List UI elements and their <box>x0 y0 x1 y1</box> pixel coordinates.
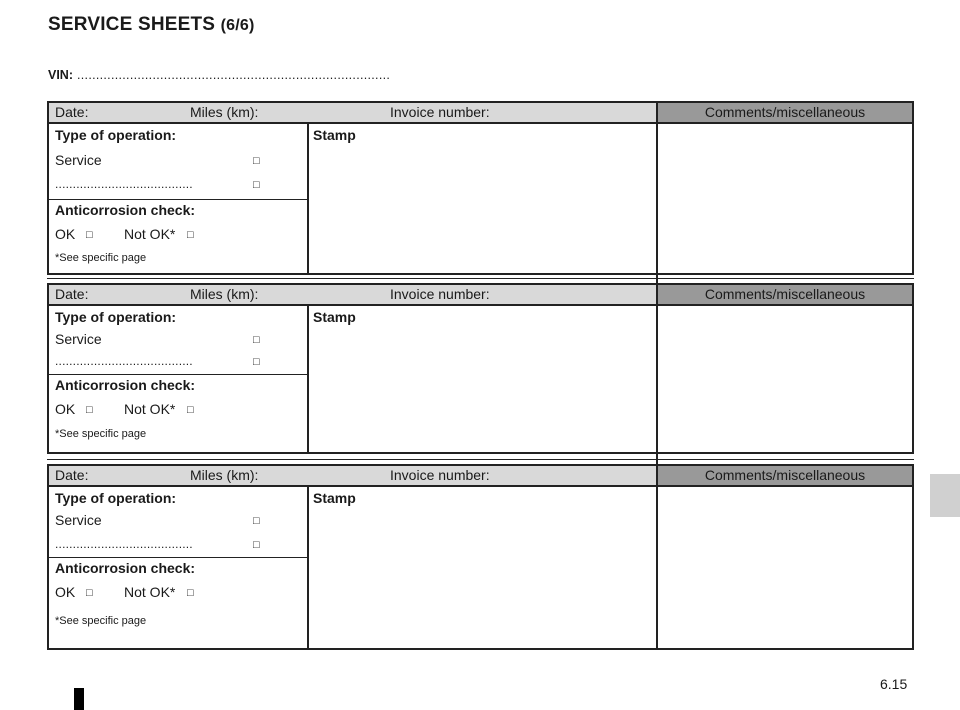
date-label: Date: <box>55 104 89 120</box>
page-title-suffix: (6/6) <box>220 17 255 34</box>
anticorrosion-section <box>49 375 307 452</box>
other-checkbox[interactable]: □ <box>253 179 260 191</box>
ok-checkbox[interactable]: □ <box>86 404 93 416</box>
service-checkbox[interactable]: □ <box>253 515 260 527</box>
sheet-body <box>49 487 912 648</box>
operation-section <box>49 124 307 200</box>
date-label: Date: <box>55 467 89 483</box>
comments-label: Comments/miscellaneous <box>658 285 912 304</box>
stamp-label: Stamp <box>313 490 356 506</box>
operation-title: Type of operation: <box>55 490 177 506</box>
comments-label: Comments/miscellaneous <box>658 103 912 122</box>
not-ok-checkbox[interactable]: □ <box>187 404 194 416</box>
operation-section <box>49 306 307 375</box>
vin-label: VIN: <box>48 68 73 82</box>
sheet-header <box>49 466 912 487</box>
stamp-column <box>309 306 658 452</box>
service-label: Service <box>55 331 102 347</box>
service-sheet-1 <box>47 101 914 275</box>
specific-page-note: *See specific page <box>55 252 147 264</box>
corner-mark <box>74 688 84 710</box>
operation-section <box>49 487 307 558</box>
other-checkbox[interactable]: □ <box>253 356 260 368</box>
ok-checkbox[interactable]: □ <box>86 587 93 599</box>
operation-column <box>49 487 309 648</box>
sheet-separator <box>47 278 914 279</box>
stamp-column <box>309 487 658 648</box>
service-checkbox[interactable]: □ <box>253 334 260 346</box>
other-row <box>55 354 307 368</box>
comments-column <box>658 124 912 273</box>
header-left-cell <box>49 285 658 304</box>
sheet-body <box>49 306 912 452</box>
stamp-label: Stamp <box>313 127 356 143</box>
invoice-label: Invoice number: <box>390 286 490 302</box>
specific-page-note: *See specific page <box>55 428 147 440</box>
service-sheet-3 <box>47 464 914 650</box>
operation-title: Type of operation: <box>55 127 177 143</box>
anticorrosion-title: Anticorrosion check: <box>55 560 196 576</box>
vin-dots: ................................................................................... <box>77 68 391 82</box>
service-label: Service <box>55 512 102 528</box>
stamp-column <box>309 124 658 273</box>
comments-label: Comments/miscellaneous <box>658 466 912 485</box>
operation-title: Type of operation: <box>55 309 177 325</box>
miles-label: Miles (km): <box>190 104 259 120</box>
anticorrosion-title: Anticorrosion check: <box>55 377 196 393</box>
other-checkbox[interactable]: □ <box>253 539 260 551</box>
other-row <box>55 537 307 551</box>
sheet-separator <box>47 459 914 460</box>
sheet-header <box>49 285 912 306</box>
comments-column <box>658 306 912 452</box>
miles-label: Miles (km): <box>190 286 259 302</box>
ok-label: OK <box>55 401 76 417</box>
date-label: Date: <box>55 286 89 302</box>
operation-column <box>49 124 309 273</box>
not-ok-checkbox[interactable]: □ <box>187 587 194 599</box>
anticorrosion-title: Anticorrosion check: <box>55 202 196 218</box>
other-dots: ....................................... <box>55 177 193 191</box>
separator-tick <box>656 454 658 464</box>
section-tab <box>930 474 960 517</box>
comments-column <box>658 487 912 648</box>
invoice-label: Invoice number: <box>390 467 490 483</box>
stamp-label: Stamp <box>313 309 356 325</box>
service-row <box>55 512 307 528</box>
not-ok-label: Not OK* <box>124 226 176 242</box>
page-number: 6.15 <box>880 676 908 692</box>
not-ok-label: Not OK* <box>124 401 176 417</box>
service-checkbox[interactable]: □ <box>253 155 260 167</box>
sheet-header <box>49 103 912 124</box>
service-sheet-2 <box>47 283 914 454</box>
ok-label: OK <box>55 584 76 600</box>
service-row <box>55 152 307 168</box>
vin-line <box>48 68 390 82</box>
invoice-label: Invoice number: <box>390 104 490 120</box>
operation-column <box>49 306 309 452</box>
other-row <box>55 177 307 191</box>
not-ok-label: Not OK* <box>124 584 176 600</box>
header-left-cell <box>49 466 658 485</box>
ok-label: OK <box>55 226 76 242</box>
anticorrosion-section <box>49 558 307 648</box>
sheet-body <box>49 124 912 273</box>
separator-tick <box>656 275 658 283</box>
service-row <box>55 331 307 347</box>
page-title <box>48 14 255 36</box>
service-label: Service <box>55 152 102 168</box>
miles-label: Miles (km): <box>190 467 259 483</box>
other-dots: ....................................... <box>55 354 193 368</box>
other-dots: ....................................... <box>55 537 193 551</box>
ok-checkbox[interactable]: □ <box>86 229 93 241</box>
specific-page-note: *See specific page <box>55 615 147 627</box>
not-ok-checkbox[interactable]: □ <box>187 229 194 241</box>
header-left-cell <box>49 103 658 122</box>
anticorrosion-section <box>49 200 307 273</box>
page-title-main: SERVICE SHEETS <box>48 14 216 35</box>
